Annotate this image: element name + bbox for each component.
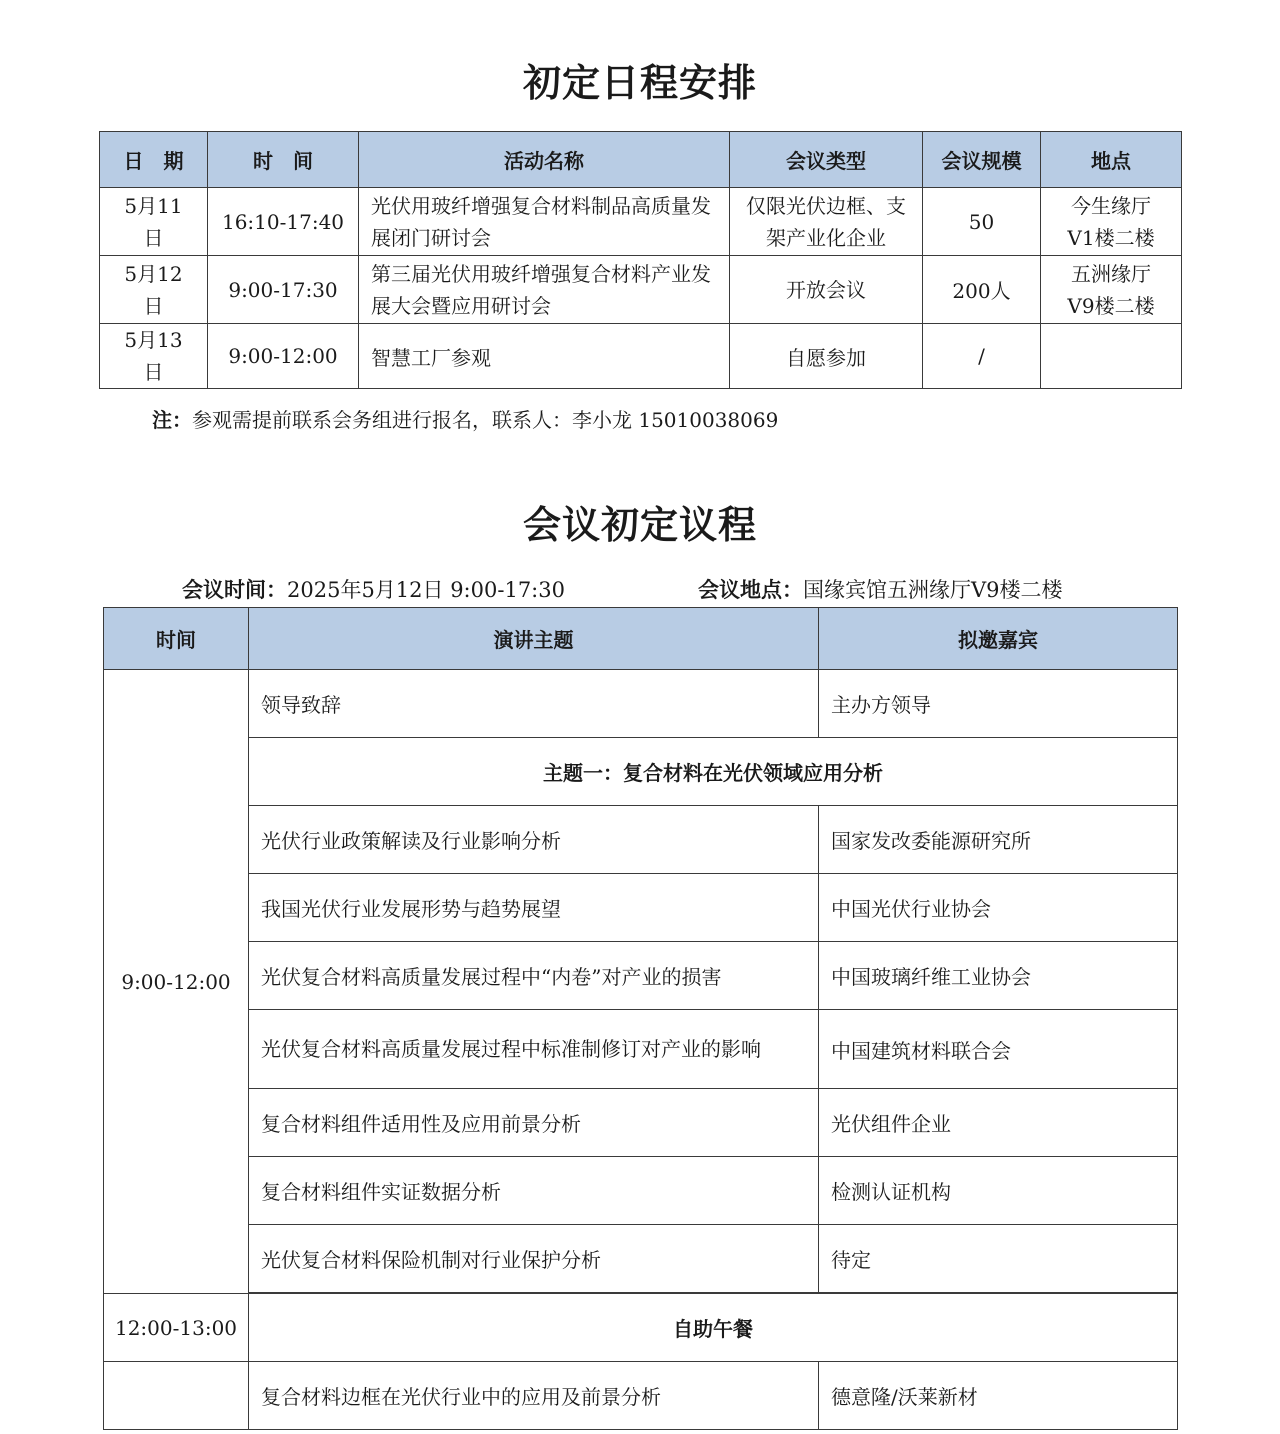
agenda-table	[103, 607, 1178, 1430]
row-time: 9:00-12:00	[208, 324, 359, 389]
row-type: 开放会议	[730, 256, 923, 324]
lunch-time-cell: 12:00-13:00	[104, 1294, 249, 1362]
schedule-row	[100, 188, 1182, 256]
meeting-time	[182, 574, 565, 604]
agenda-row	[104, 1010, 1178, 1089]
row-type: 自愿参加	[730, 324, 923, 389]
agenda-topic: 复合材料边框在光伏行业中的应用及前景分析	[249, 1362, 819, 1430]
agenda-guest: 检测认证机构	[819, 1157, 1178, 1225]
agenda-topic: 复合材料组件实证数据分析	[249, 1157, 819, 1225]
agenda-guest: 主办方领导	[819, 670, 1178, 738]
agenda-row	[104, 1362, 1178, 1430]
morning-time-cell: 9:00-12:00	[104, 670, 249, 1294]
agenda-topic: 光伏行业政策解读及行业影响分析	[249, 806, 819, 874]
schedule-note	[152, 404, 778, 433]
col-topic-header: 演讲主题	[249, 608, 819, 670]
agenda-title: 会议初定议程	[522, 503, 757, 547]
row-activity: 光伏用玻纤增强复合材料制品高质量发展闭门研讨会	[359, 188, 730, 256]
row-type: 仅限光伏边框、支架产业化企业	[730, 188, 923, 256]
note-label: 注：	[152, 408, 192, 432]
agenda-guest: 国家发改委能源研究所	[819, 806, 1178, 874]
agenda-row	[104, 1157, 1178, 1225]
col-date-header: 日 期	[100, 132, 208, 188]
row-scale: 200人	[923, 256, 1041, 324]
row-place: 今生缘厅V1楼二楼	[1041, 188, 1182, 256]
agenda-guest: 德意隆/沃莱新材	[819, 1362, 1178, 1430]
col-time-header: 时间	[104, 608, 249, 670]
theme-one-heading: 主题一：复合材料在光伏领域应用分析	[249, 738, 1178, 806]
agenda-row	[104, 806, 1178, 874]
row-scale: 50	[923, 188, 1041, 256]
agenda-topic: 光伏复合材料保险机制对行业保护分析	[249, 1225, 819, 1293]
afternoon-time-cell	[104, 1362, 249, 1430]
row-activity: 第三届光伏用玻纤增强复合材料产业发展大会暨应用研讨会	[359, 256, 730, 324]
schedule-row	[100, 256, 1182, 324]
meeting-place-label: 会议地点：	[698, 578, 803, 602]
agenda-guest: 待定	[819, 1225, 1178, 1293]
agenda-guest: 中国玻璃纤维工业协会	[819, 942, 1178, 1010]
col-activity-header: 活动名称	[359, 132, 730, 188]
row-time: 16:10-17:40	[208, 188, 359, 256]
row-date: 5月13日	[100, 324, 208, 389]
agenda-guest: 中国光伏行业协会	[819, 874, 1178, 942]
row-activity: 智慧工厂参观	[359, 324, 730, 389]
meeting-time-label: 会议时间：	[182, 578, 287, 602]
lunch-row	[104, 1294, 1178, 1362]
schedule-header-row	[100, 132, 1182, 188]
meeting-time-value: 2025年5月12日 9:00-17:30	[287, 578, 565, 602]
agenda-row	[104, 1225, 1178, 1293]
col-place-header: 地点	[1041, 132, 1182, 188]
agenda-topic: 领导致辞	[249, 670, 819, 738]
agenda-topic: 光伏复合材料高质量发展过程中“内卷”对产业的损害	[249, 942, 819, 1010]
row-date: 5月12日	[100, 256, 208, 324]
col-scale-header: 会议规模	[923, 132, 1041, 188]
col-time-header: 时 间	[208, 132, 359, 188]
agenda-topic: 复合材料组件适用性及应用前景分析	[249, 1089, 819, 1157]
col-guest-header: 拟邀嘉宾	[819, 608, 1178, 670]
agenda-row	[104, 942, 1178, 1010]
schedule-table	[99, 131, 1182, 389]
agenda-row	[104, 670, 1178, 738]
schedule-title: 初定日程安排	[522, 61, 757, 105]
agenda-guest: 中国建筑材料联合会	[819, 1010, 1178, 1089]
agenda-topic: 光伏复合材料高质量发展过程中标准制修订对产业的影响	[249, 1010, 819, 1089]
note-text: 参观需提前联系会务组进行报名，联系人：李小龙 15010038069	[192, 408, 779, 432]
agenda-header-row	[104, 608, 1178, 670]
meeting-place	[698, 574, 1063, 604]
schedule-row	[100, 324, 1182, 389]
lunch-label: 自助午餐	[249, 1294, 1178, 1362]
col-type-header: 会议类型	[730, 132, 923, 188]
row-place	[1041, 324, 1182, 389]
agenda-guest: 光伏组件企业	[819, 1089, 1178, 1157]
row-date: 5月11日	[100, 188, 208, 256]
row-place: 五洲缘厅V9楼二楼	[1041, 256, 1182, 324]
row-time: 9:00-17:30	[208, 256, 359, 324]
agenda-topic: 我国光伏行业发展形势与趋势展望	[249, 874, 819, 942]
agenda-row	[104, 1089, 1178, 1157]
meeting-place-value: 国缘宾馆五洲缘厅V9楼二楼	[803, 578, 1063, 602]
agenda-row	[104, 874, 1178, 942]
theme-row	[104, 738, 1178, 806]
row-scale: /	[923, 324, 1041, 389]
